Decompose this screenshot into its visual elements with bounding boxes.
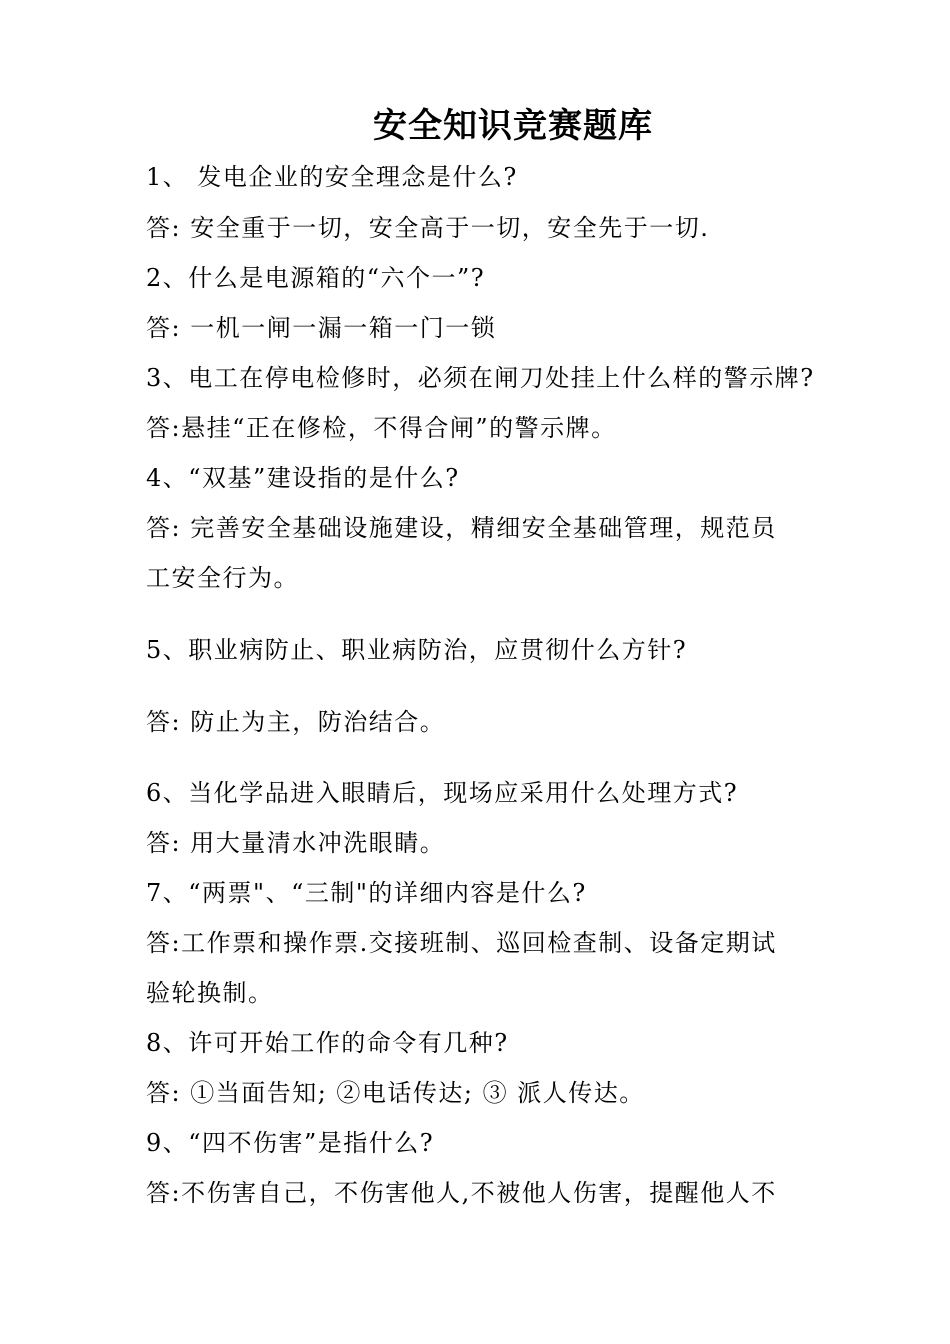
question-2: 2、什么是电源箱的“六个一”? xyxy=(146,264,486,292)
answer-4: 答: 完善安全基础设施建设，精细安全基础管理，规范员 xyxy=(146,514,777,542)
question-9: 9、“四不伤害”是指什么? xyxy=(146,1129,435,1157)
answer-5: 答: 防止为主，防治结合。 xyxy=(146,708,446,736)
question-6: 6、当化学品进入眼睛后，现场应采用什么处理方式? xyxy=(146,779,739,807)
answer-6: 答: 用大量清水冲洗眼睛。 xyxy=(146,829,446,857)
question-5: 5、职业病防止、职业病防治，应贯彻什么方针? xyxy=(146,636,688,664)
document-title: 安全知识竞赛题库 xyxy=(373,106,653,146)
question-3: 3、电工在停电检修时，必须在闸刀处挂上什么样的警示牌? xyxy=(146,364,815,392)
answer-8: 答: ①当面告知; ②电话传达; ③ 派人传达。 xyxy=(146,1079,645,1107)
answer-2: 答: 一机一闸一漏一箱一门一锁 xyxy=(146,314,497,342)
answer-3: 答:悬挂“正在修检，不得合闸”的警示牌。 xyxy=(146,414,617,442)
answer-4-continued: 工安全行为。 xyxy=(146,564,299,592)
question-8: 8、许可开始工作的命令有几种? xyxy=(146,1029,509,1057)
answer-7-continued: 验轮换制。 xyxy=(146,979,274,1007)
answer-1: 答: 安全重于一切，安全高于一切，安全先于一切. xyxy=(146,214,710,242)
question-7: 7、“两票"、“三制"的详细内容是什么? xyxy=(146,879,587,907)
answer-9: 答:不伤害自己，不伤害他人,不被他人伤害，提醒他人不 xyxy=(146,1179,777,1207)
question-1: 1、 发电企业的安全理念是什么? xyxy=(146,163,518,191)
question-4: 4、“双基”建设指的是什么? xyxy=(146,464,460,492)
answer-7: 答:工作票和操作票.交接班制、巡回检查制、设备定期试 xyxy=(146,929,777,957)
